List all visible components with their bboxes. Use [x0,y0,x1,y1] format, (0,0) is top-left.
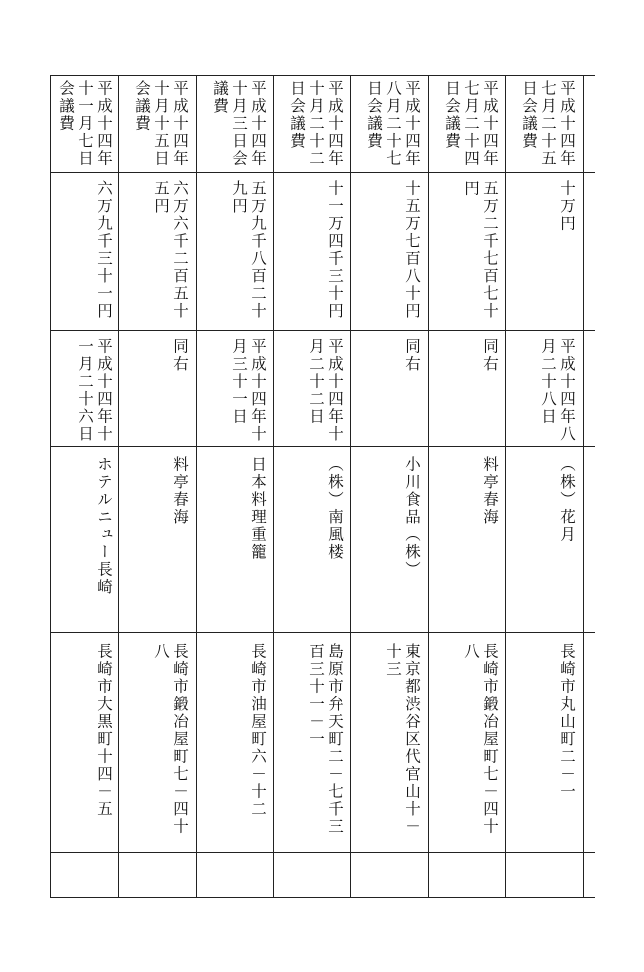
cell-address [350,643,420,848]
text-line: 五万九千八百二十 [249,180,267,320]
cell-address [50,643,112,848]
cell-address [505,643,575,848]
text-line: 円 [462,180,480,198]
cell-date [350,338,420,443]
text-line: 長崎市大黒町十四－五 [95,643,113,818]
rule-date-payee [50,446,595,447]
text-line: 会議費 [57,80,75,133]
text-line: 料亭春海 [171,456,189,526]
cell-date [50,338,112,443]
cell-amount [50,180,112,326]
text-line: 七月二十五 [539,80,557,168]
rule-period-amount [50,172,595,173]
text-line: 長崎市油屋町六－十二 [249,643,267,818]
text-line: 月二十八日 [539,338,557,426]
text-line: 月二十二日 [307,338,325,426]
cell-payee [505,456,575,626]
text-line: 日本料理重籠 [249,456,267,561]
cell-amount [196,180,266,326]
text-line: 八月二十七 [384,80,402,168]
text-line: 八 [152,643,170,661]
cell-payee [196,456,266,626]
text-line: 十一月七日 [76,80,94,168]
text-line: 百三十一－一 [307,643,325,748]
cell-period [273,80,343,170]
text-line: 日会議費 [365,80,383,150]
cell-payee [50,456,112,626]
text-line: 十三 [384,643,402,678]
cell-date [118,338,188,443]
text-line: 十五万七百八十円 [403,180,421,320]
text-line: 六万六千二百五十 [171,180,189,320]
text-line: 十月三日会 [230,80,248,168]
text-line: 十万円 [558,180,576,233]
cell-period [505,80,575,170]
cell-period [50,80,112,170]
text-line: 東京都渋谷区代官山十－ [403,643,421,836]
text-line: 長崎市丸山町二－一 [558,643,576,801]
cell-amount [350,180,420,326]
text-line: 長崎市鍛冶屋町七－四十 [171,643,189,836]
cell-period [118,80,188,170]
text-line: 平成十四年 [403,80,421,168]
rule-amount-date [50,330,595,331]
cell-date [505,338,575,443]
text-line: 平成十四年八 [558,338,576,443]
text-line: 月三十一日 [230,338,248,426]
text-line: 平成十四年十 [95,338,113,443]
text-line: （株）花月 [558,456,576,544]
text-line: 一月二十六日 [76,338,94,443]
cell-payee [273,456,343,626]
text-line: 平成十四年十 [326,338,344,443]
text-line: （株）南風楼 [326,456,344,561]
text-line: 同右 [481,338,499,373]
text-line: 長崎市鍛冶屋町七－四十 [481,643,499,836]
cell-address [196,643,266,848]
text-line: 日会議費 [520,80,538,150]
rule-payee-address [50,632,595,633]
cell-payee [350,456,420,626]
cell-payee [428,456,498,626]
text-line: 同右 [171,338,189,373]
text-line: 平成十四年 [326,80,344,168]
text-line: 議費 [211,80,229,115]
text-line: 同右 [403,338,421,373]
cell-address [273,643,343,848]
text-line: 島原市弁天町二－七千三 [326,643,344,836]
rule-top [50,75,595,76]
cell-amount [273,180,343,326]
rule-address-blank [50,852,595,853]
rule-bottom [50,897,595,898]
column-divider [583,75,584,898]
text-line: 平成十四年 [558,80,576,168]
cell-period [350,80,420,170]
cell-date [196,338,266,443]
cell-period [196,80,266,170]
text-line: 五円 [152,180,170,215]
text-line: 平成十四年 [95,80,113,168]
cell-payee [118,456,188,626]
text-line: 九円 [230,180,248,215]
text-line: 小川食品（株） [403,456,421,579]
text-line: 十月二十二 [307,80,325,168]
text-line: 十月十五日 [152,80,170,168]
cell-date [273,338,343,443]
cell-amount [505,180,575,326]
text-line: 平成十四年 [249,80,267,168]
cell-amount [118,180,188,326]
text-line: 平成十四年十 [249,338,267,443]
cell-date [428,338,498,443]
cell-address [428,643,498,848]
text-line: 料亭春海 [481,456,499,526]
text-line: 会議費 [133,80,151,133]
cell-amount [428,180,498,326]
cell-address [118,643,188,848]
text-line: ホテルニュー長崎 [95,456,113,596]
text-line: 七月二十四 [462,80,480,168]
text-line: 日会議費 [288,80,306,150]
text-line: 八 [462,643,480,661]
text-line: 平成十四年 [171,80,189,168]
text-line: 五万二千七百七十 [481,180,499,320]
text-line: 平成十四年 [481,80,499,168]
text-line: 日会議費 [443,80,461,150]
text-line: 六万九千三十一円 [95,180,113,320]
text-line: 十一万四千三十円 [326,180,344,320]
cell-period [428,80,498,170]
